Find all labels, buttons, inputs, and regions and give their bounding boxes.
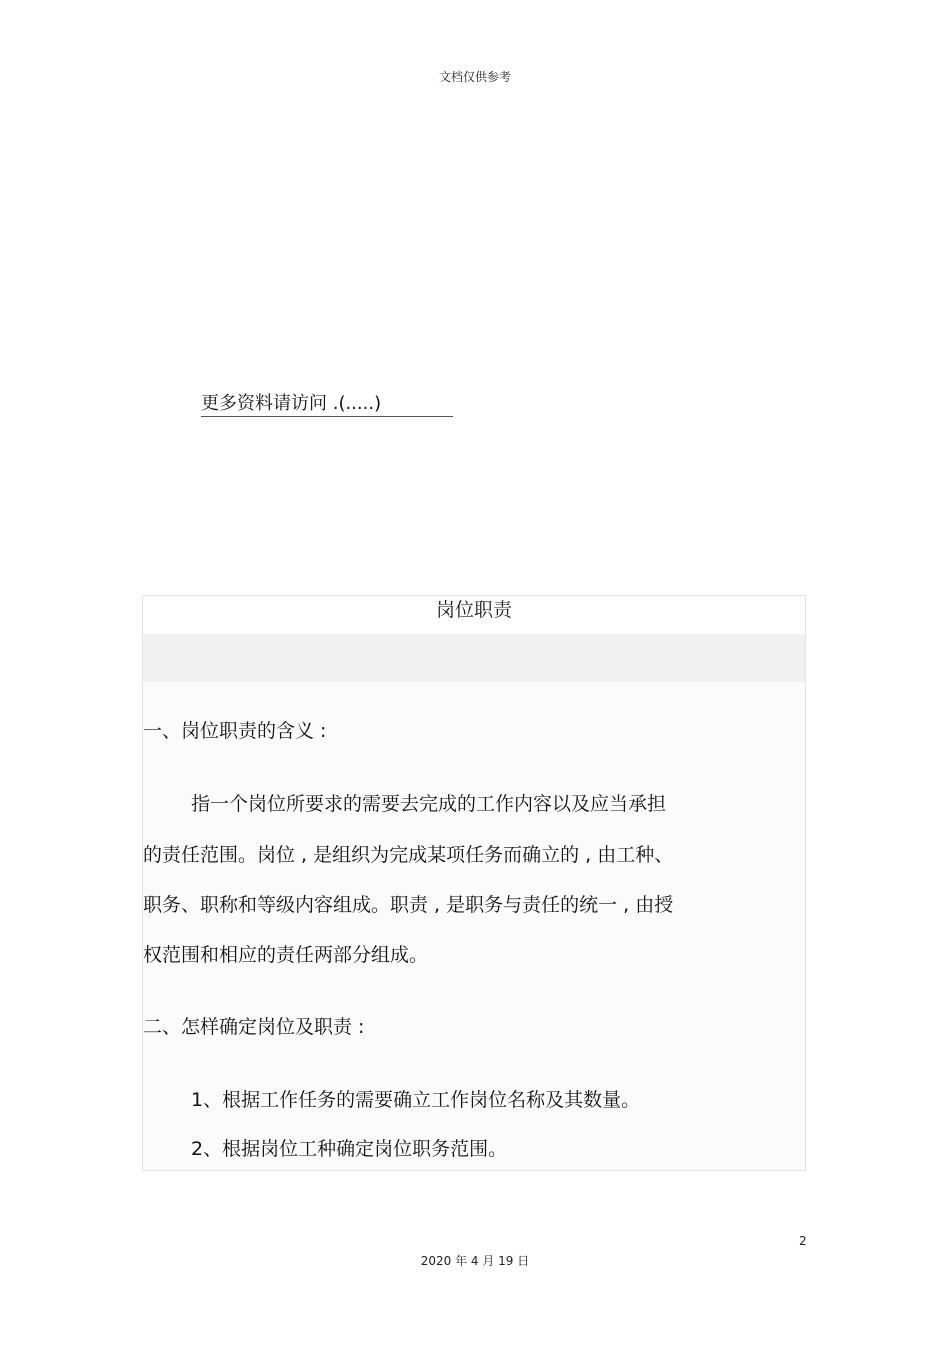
- paragraph-line-3: 职务、职称和等级内容组成。职责 , 是职务与责任的统一 , 由授: [143, 894, 674, 916]
- gray-band: [143, 634, 805, 682]
- paragraph-line-4: 权范围和相应的责任两部分组成。: [143, 944, 429, 966]
- article-title: 岗位职责: [143, 596, 805, 632]
- section1-heading: 一、岗位职责的含义 :: [143, 720, 327, 742]
- header-note: 文档仅供参考: [438, 70, 511, 84]
- footer-date: 2020 年 4 月 19 日: [420, 1254, 530, 1268]
- content-box: [142, 595, 806, 1171]
- paragraph-line-2: 的责任范围。岗位 , 是组织为完成某项任务而确立的 , 由工种、: [143, 844, 674, 866]
- visit-link[interactable]: 更多资料请访问 .(.....): [201, 392, 453, 417]
- paragraph-line-1: 指一个岗位所要求的需要去完成的工作内容以及应当承担: [191, 793, 667, 815]
- list-item-1: 1、根据工作任务的需要确立工作岗位名称及其数量。: [191, 1089, 641, 1111]
- page-number: 2: [799, 1234, 807, 1248]
- section2-heading: 二、怎样确定岗位及职责 :: [143, 1016, 365, 1038]
- list-item-2: 2、根据岗位工种确定岗位职务范围。: [191, 1138, 508, 1160]
